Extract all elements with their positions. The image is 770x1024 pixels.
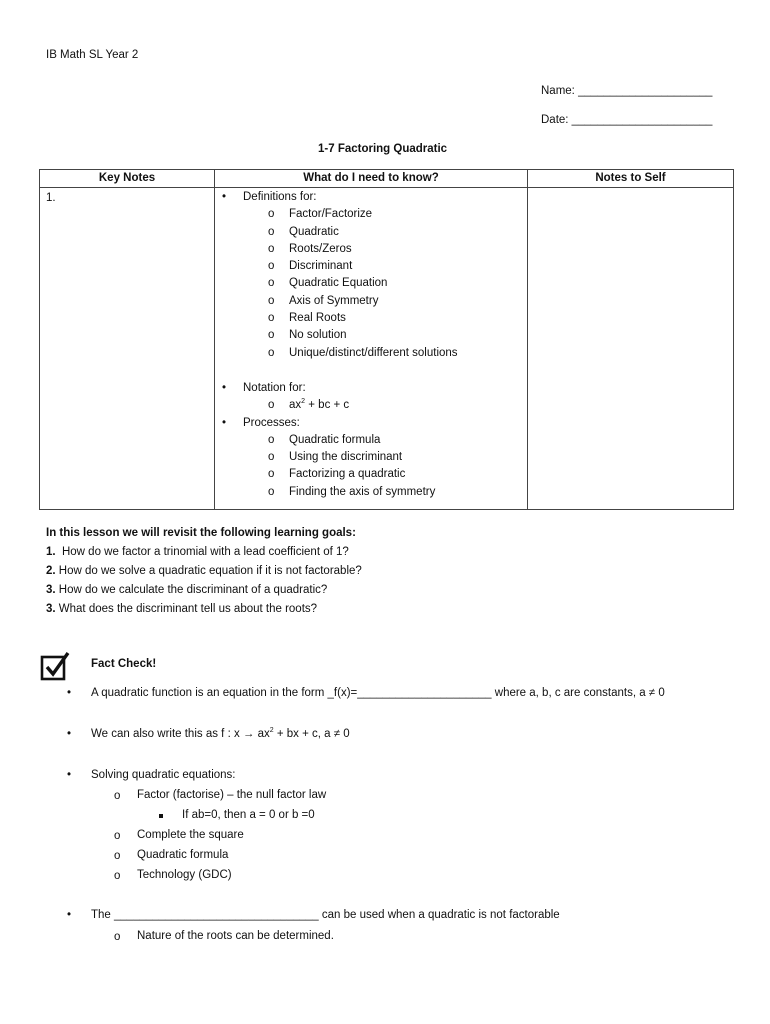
list-item: o Discriminant: [215, 258, 527, 275]
list-item: o Roots/Zeros: [215, 241, 527, 258]
circle-bullet-icon: o: [114, 790, 121, 802]
fact-solving-heading: Solving quadratic equations:: [91, 769, 236, 781]
processes-label: • Processes:: [215, 415, 527, 432]
fact-check-heading: Fact Check!: [91, 658, 157, 670]
null-factor-rule: If ab=0, then a = 0 or b =0: [182, 809, 315, 821]
goal-item: 2. How do we solve a quadratic equation if it is not factorable?: [46, 565, 362, 577]
goal-item: 1. How do we factor a trinomial with a lead coefficient of 1?: [46, 546, 349, 558]
notes-to-self-cell: [528, 188, 734, 510]
page-title: 1-7 Factoring Quadratic: [318, 143, 448, 155]
list-item: o Real Roots: [215, 310, 527, 327]
checkbox-check-icon: [40, 651, 70, 681]
header-what-to-know: What do I need to know?: [215, 170, 528, 188]
list-item: o No solution: [215, 327, 527, 344]
table-row: [40, 188, 734, 510]
table-header-row: [40, 170, 734, 188]
header-notes-to-self: Notes to Self: [528, 170, 734, 188]
circle-bullet-icon: o: [114, 931, 121, 943]
circle-bullet-icon: o: [114, 870, 121, 882]
goal-item: 3. How do we calculate the discriminant of a quadratic?: [46, 584, 328, 596]
list-spacer: [215, 362, 527, 380]
what-to-know-cell: [215, 188, 528, 510]
goals-heading: In this lesson we will revisit the following learning goals:: [46, 527, 356, 539]
square-bullet-icon: [159, 814, 163, 818]
key-notes-cell: [40, 188, 215, 510]
arrow-icon: →: [242, 728, 255, 740]
learning-goals: [46, 524, 362, 619]
list-item: Nature of the roots can be determined.: [137, 930, 334, 942]
definitions-label: • Definitions for:: [215, 189, 527, 206]
notes-table: [39, 169, 734, 510]
list-item: o Factor/Factorize: [215, 206, 527, 223]
key-notes-number: 1.: [46, 192, 56, 204]
fact-mapping-notation: We can also write this as f : $x \to ax^2$ + bx + c, a ≠ 0: [91, 727, 350, 740]
list-item: o Axis of Symmetry: [215, 293, 527, 310]
list-item: Complete the square: [137, 829, 244, 841]
list-item: o Quadratic: [215, 224, 527, 241]
list-item: Factor (factorise) – the null factor law: [137, 789, 327, 801]
notation-label: • Notation for:: [215, 380, 527, 397]
list-item: o Quadratic Equation: [215, 275, 527, 292]
what-to-know-list: [215, 189, 527, 501]
fact-discriminant-blank: The ________________________________ can be used when a quadratic is not factorable: [91, 909, 560, 921]
notation-expression: o $ax^2$ + bc + c: [215, 397, 527, 414]
list-item: o Using the discriminant: [215, 449, 527, 466]
circle-bullet-icon: o: [114, 830, 121, 842]
list-item: o Factorizing a quadratic: [215, 466, 527, 483]
fact-quadratic-function: A quadratic function is an equation in the form _f(x)=_____________________ where a, b, c are constants, a ≠ 0: [91, 687, 665, 699]
name-field: Name: _____________________: [541, 85, 713, 97]
list-item: o Quadratic formula: [215, 432, 527, 449]
circle-bullet-icon: o: [114, 850, 121, 862]
course-label: IB Math SL Year 2: [46, 49, 139, 61]
goal-item: 3. What does the discriminant tell us about the roots?: [46, 603, 318, 615]
date-field: Date: ______________________: [541, 114, 713, 126]
list-item: Technology (GDC): [137, 869, 232, 881]
header-key-notes: Key Notes: [40, 170, 215, 188]
list-item: o Unique/distinct/different solutions: [215, 345, 527, 362]
list-item: o Finding the axis of symmetry: [215, 484, 527, 501]
list-item: Quadratic formula: [137, 849, 229, 861]
